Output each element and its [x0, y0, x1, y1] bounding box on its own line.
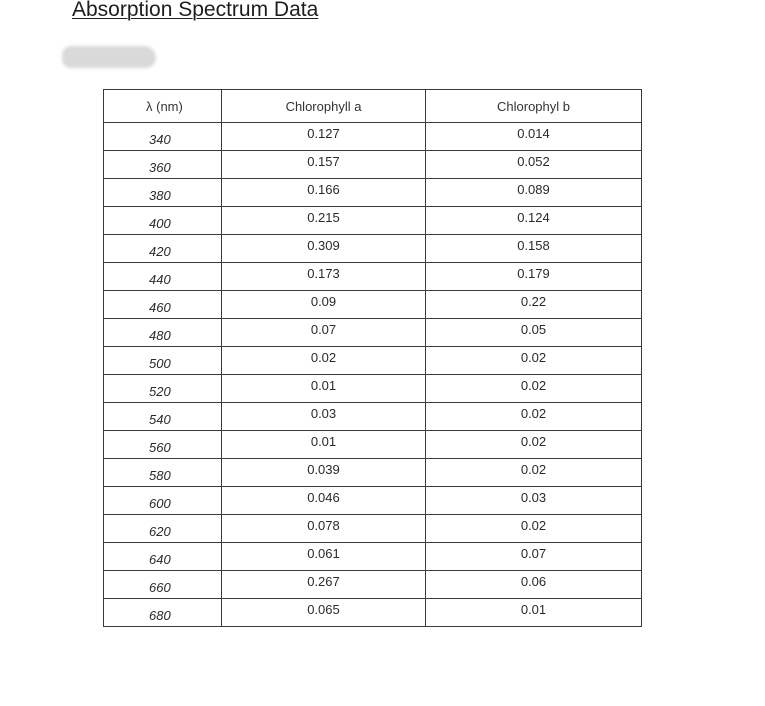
table-row [104, 319, 642, 347]
cell-chlorophyll-a: 0.01 [222, 375, 426, 403]
cell-wavelength: 680 [104, 599, 222, 627]
table-row [104, 235, 642, 263]
cell-chlorophyll-b: 0.02 [426, 515, 642, 543]
table-row [104, 207, 642, 235]
cell-wavelength: 660 [104, 571, 222, 599]
cell-chlorophyll-a: 0.127 [222, 123, 426, 151]
cell-wavelength: 560 [104, 431, 222, 459]
cell-chlorophyll-a: 0.039 [222, 459, 426, 487]
cell-chlorophyll-b: 0.052 [426, 151, 642, 179]
cell-wavelength: 440 [104, 263, 222, 291]
cell-wavelength: 480 [104, 319, 222, 347]
header-chlorophyll-b: Chlorophyl b [426, 90, 642, 123]
table-header-row [104, 90, 642, 123]
table-row [104, 543, 642, 571]
cell-chlorophyll-a: 0.046 [222, 487, 426, 515]
table-body [104, 123, 642, 627]
cell-chlorophyll-b: 0.02 [426, 431, 642, 459]
table-row [104, 151, 642, 179]
table-row [104, 459, 642, 487]
cell-wavelength: 500 [104, 347, 222, 375]
table-row [104, 347, 642, 375]
cell-chlorophyll-b: 0.124 [426, 207, 642, 235]
header-chlorophyll-a: Chlorophyll a [222, 90, 426, 123]
cell-wavelength: 460 [104, 291, 222, 319]
table-row [104, 263, 642, 291]
cell-chlorophyll-b: 0.158 [426, 235, 642, 263]
table-row [104, 487, 642, 515]
cell-chlorophyll-a: 0.166 [222, 179, 426, 207]
cell-chlorophyll-b: 0.06 [426, 571, 642, 599]
table-row [104, 431, 642, 459]
cell-wavelength: 360 [104, 151, 222, 179]
table-row [104, 179, 642, 207]
cell-wavelength: 540 [104, 403, 222, 431]
table-row [104, 571, 642, 599]
cell-chlorophyll-a: 0.02 [222, 347, 426, 375]
cell-chlorophyll-b: 0.07 [426, 543, 642, 571]
cell-wavelength: 380 [104, 179, 222, 207]
page-title: Absorption Spectrum Data [72, 0, 319, 21]
cell-chlorophyll-a: 0.078 [222, 515, 426, 543]
cell-wavelength: 520 [104, 375, 222, 403]
table-row [104, 123, 642, 151]
cell-wavelength: 580 [104, 459, 222, 487]
cell-chlorophyll-b: 0.05 [426, 319, 642, 347]
cell-chlorophyll-a: 0.157 [222, 151, 426, 179]
cell-wavelength: 620 [104, 515, 222, 543]
cell-chlorophyll-a: 0.173 [222, 263, 426, 291]
cell-chlorophyll-b: 0.02 [426, 375, 642, 403]
table-row [104, 403, 642, 431]
redaction-mark [62, 46, 156, 68]
cell-chlorophyll-a: 0.01 [222, 431, 426, 459]
cell-wavelength: 420 [104, 235, 222, 263]
absorption-table [103, 89, 642, 627]
cell-chlorophyll-b: 0.02 [426, 403, 642, 431]
cell-chlorophyll-b: 0.089 [426, 179, 642, 207]
cell-chlorophyll-a: 0.215 [222, 207, 426, 235]
cell-chlorophyll-a: 0.09 [222, 291, 426, 319]
cell-chlorophyll-a: 0.065 [222, 599, 426, 627]
cell-chlorophyll-b: 0.22 [426, 291, 642, 319]
cell-wavelength: 600 [104, 487, 222, 515]
cell-chlorophyll-b: 0.02 [426, 459, 642, 487]
table-row [104, 515, 642, 543]
cell-chlorophyll-b: 0.179 [426, 263, 642, 291]
cell-chlorophyll-a: 0.309 [222, 235, 426, 263]
header-wavelength: λ (nm) [104, 90, 222, 123]
cell-wavelength: 640 [104, 543, 222, 571]
cell-chlorophyll-b: 0.014 [426, 123, 642, 151]
cell-chlorophyll-b: 0.03 [426, 487, 642, 515]
cell-chlorophyll-a: 0.03 [222, 403, 426, 431]
table-row [104, 375, 642, 403]
cell-chlorophyll-a: 0.267 [222, 571, 426, 599]
cell-chlorophyll-b: 0.02 [426, 347, 642, 375]
table-row [104, 291, 642, 319]
table-row [104, 599, 642, 627]
cell-chlorophyll-a: 0.061 [222, 543, 426, 571]
cell-wavelength: 400 [104, 207, 222, 235]
cell-chlorophyll-a: 0.07 [222, 319, 426, 347]
cell-wavelength: 340 [104, 123, 222, 151]
cell-chlorophyll-b: 0.01 [426, 599, 642, 627]
